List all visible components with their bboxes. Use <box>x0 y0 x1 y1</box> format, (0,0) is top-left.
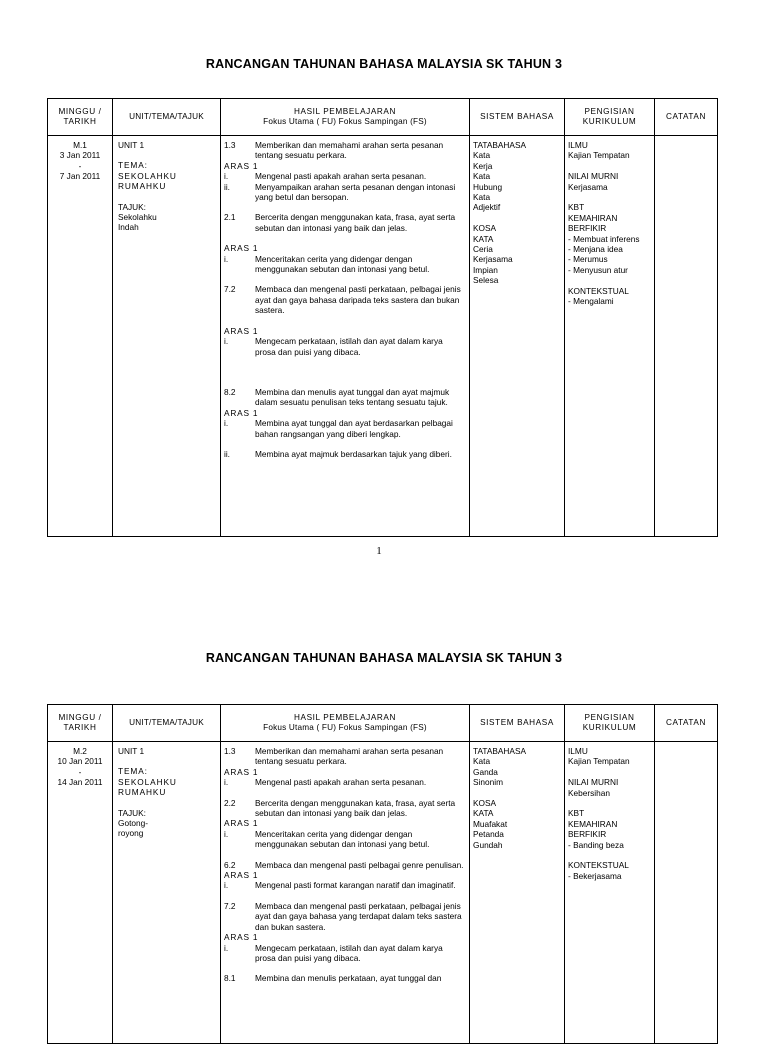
outcome-number: i. <box>224 828 229 839</box>
tajuk-label: TAJUK: <box>118 201 146 212</box>
week-number: M.2 <box>73 746 87 756</box>
outcome-item <box>224 449 465 459</box>
date-to: 7 Jan 2011 <box>59 171 101 182</box>
outcome-item <box>224 171 465 181</box>
aras-label: ARAS 1 <box>224 818 259 829</box>
header-pengisian: PENGISIAN KURIKULUM <box>565 705 655 742</box>
header-hasil-sub: Fokus Utama ( FU) Fokus Sampingan (FS) <box>263 723 427 732</box>
outcome-text: Membaca dan mengenal pasti pelbagai genre penulisan. <box>255 859 464 870</box>
tema-value: SEKOLAHKU RUMAHKU <box>118 170 177 192</box>
outcome-text: Membina dan menulis perkataan, ayat tunggal dan <box>255 973 442 984</box>
outcome-text: Menceritakan cerita yang didengar dengan menggunakan sebutan dan intonasi yang betul. <box>255 253 430 275</box>
cell-unit <box>113 136 221 537</box>
header-hasil-sub: Fokus Utama ( FU) Fokus Sampingan (FS) <box>263 117 427 126</box>
aras-label: ARAS 1 <box>224 932 259 943</box>
outcome-number: i. <box>224 336 229 347</box>
aras-label: ARAS 1 <box>224 766 259 777</box>
outcome-item <box>224 829 465 850</box>
outcome-number: 8.2 <box>224 386 236 397</box>
date-from: 3 Jan 2011 <box>59 150 101 161</box>
outcome-text: Menyampaikan arahan serta pesanan dengan intonasi yang betul dan bersopan. <box>255 181 456 203</box>
outcome-item <box>224 387 465 408</box>
header-pengisian: PENGISIAN KURIKULUM <box>565 99 655 136</box>
outcome-number: 2.1 <box>224 212 236 223</box>
outcome-text: Mengenal pasti apakah arahan serta pesanan. <box>255 777 427 788</box>
aras-label: ARAS 1 <box>224 407 259 418</box>
outcome-text: Mengecam perkataan, istilah dan ayat dalam karya prosa dan puisi yang dibaca. <box>255 336 443 357</box>
tema-value: SEKOLAHKU RUMAHKU <box>118 776 177 798</box>
outcome-number: i. <box>224 253 229 264</box>
outcome-item <box>224 212 465 233</box>
outcome-item <box>224 418 465 439</box>
outcome-text: Membina ayat majmuk berdasarkan tajuk yang diberi. <box>255 448 452 459</box>
outcome-number: i. <box>224 171 229 182</box>
header-unit: UNIT/TEMA/TAJUK <box>113 99 221 136</box>
outcome-item <box>224 254 465 275</box>
header-hasil-title: HASIL PEMBELAJARAN <box>294 713 396 722</box>
outcome-text: Bercerita dengan menggunakan kata, frasa, ayat serta sebutan dan intonasi yang baik dan jelas. <box>255 212 456 233</box>
outcome-list <box>224 746 465 984</box>
outcome-number: 7.2 <box>224 284 236 295</box>
page-title-2: RANCANGAN TAHUNAN BAHASA MALAYSIA SK TAHUN 3 <box>205 651 563 665</box>
outcome-item <box>224 880 465 890</box>
outcome-text: Membaca dan mengenal pasti perkataan, pelbagai jenis ayat dan gaya bahasa yang terdapat dalam teks sastera dan bukan sastera. <box>255 900 462 932</box>
outcome-item <box>224 284 465 315</box>
outcome-item <box>224 140 465 161</box>
outcome-text: Membaca dan mengenal pasti perkataan, pelbagai jenis ayat dan gaya bahasa daripada teks sastera dan bukan sastera. <box>255 284 461 316</box>
unit-label: UNIT 1 <box>118 746 145 756</box>
outcome-text: Mengenal pasti format karangan naratif dan imaginatif. <box>255 880 456 891</box>
outcome-item <box>224 860 465 870</box>
aras-label: ARAS 1 <box>224 160 259 171</box>
cell-catatan <box>655 136 718 537</box>
cell-sistem: TATABAHASA Kata Ganda Sinonim KOSA KATA Muafakat Petanda Gundah <box>470 742 565 1044</box>
outcome-number: ii. <box>224 181 230 192</box>
tema-label: TEMA: <box>118 766 148 777</box>
outcome-item <box>224 901 465 932</box>
outcome-number: 2.2 <box>224 797 236 808</box>
cell-pengisian: ILMU Kajian Tempatan NILAI MURNI Kerjasama KBT KEMAHIRAN BERFIKIR - Membuat inferens - Menjana idea - Merumus - Menyusun atur KONTEKSTUAL - Mengalami <box>565 136 655 537</box>
table-header-row <box>48 705 718 742</box>
date-to: 14 Jan 2011 <box>57 777 103 788</box>
aras-label: ARAS 1 <box>224 870 259 881</box>
outcome-number: i. <box>224 418 229 429</box>
header-sistem: SISTEM BAHASA <box>470 99 565 136</box>
outcome-number: ii. <box>224 448 230 459</box>
outcome-text: Memberikan dan memahami arahan serta pesanan tentang sesuatu perkara. <box>255 746 444 767</box>
outcome-number: 1.3 <box>224 140 236 150</box>
page-number: 1 <box>376 545 382 557</box>
outcome-number: 6.2 <box>224 859 236 870</box>
cell-unit <box>113 742 221 1044</box>
outcome-text: Mengenal pasti apakah arahan serta pesanan. <box>255 171 427 182</box>
outcome-number: 8.1 <box>224 973 236 984</box>
outcome-number: i. <box>224 777 229 788</box>
page-title-1: RANCANGAN TAHUNAN BAHASA MALAYSIA SK TAHUN 3 <box>205 57 563 71</box>
header-hasil-title: HASIL PEMBELAJARAN <box>294 107 396 116</box>
header-unit: UNIT/TEMA/TAJUK <box>113 705 221 742</box>
outcome-list <box>224 140 465 459</box>
outcome-text: Membina dan menulis ayat tunggal dan ayat majmuk dalam sesuatu penulisan teks tentang sesuatu tajuk. <box>255 386 450 408</box>
cell-sistem: TATABAHASA Kata Kerja Kata Hubung Kata Adjektif KOSA KATA Ceria Kerjasama Impian Selesa <box>470 136 565 537</box>
outcome-item <box>224 182 465 203</box>
outcome-item <box>224 943 465 964</box>
header-minggu: MINGGU / TARIKH <box>48 99 113 136</box>
outcome-item <box>224 777 465 787</box>
tajuk-value: Gotong-royong <box>118 818 148 839</box>
header-catatan: CATATAN <box>655 99 718 136</box>
aras-label: ARAS 1 <box>224 325 259 336</box>
tajuk-value: Sekolahku Indah <box>118 212 157 233</box>
tajuk-label: TAJUK: <box>118 807 146 818</box>
table-header-row <box>48 99 718 136</box>
outcome-number: i. <box>224 880 229 891</box>
date-from: 10 Jan 2011 <box>57 756 103 767</box>
cell-minggu <box>48 742 113 1044</box>
aras-label: ARAS 1 <box>224 243 259 254</box>
lesson-plan-table-1 <box>47 98 718 537</box>
cell-hasil <box>221 136 470 537</box>
cell-hasil <box>221 742 470 1044</box>
outcome-text: Mengecam perkataan, istilah dan ayat dalam karya prosa dan puisi yang dibaca. <box>255 942 443 963</box>
outcome-item <box>224 746 465 767</box>
header-catatan: CATATAN <box>655 705 718 742</box>
tema-label: TEMA: <box>118 160 148 171</box>
outcome-item <box>224 973 465 983</box>
unit-label: UNIT 1 <box>118 140 145 150</box>
outcome-text: Menceritakan cerita yang didengar dengan menggunakan sebutan dan intonasi yang betul. <box>255 828 430 850</box>
outcome-text: Bercerita dengan menggunakan kata, frasa, ayat serta sebutan dan intonasi yang baik dan jelas. <box>255 797 456 819</box>
outcome-number: i. <box>224 942 229 953</box>
header-hasil <box>221 705 470 742</box>
outcome-number: 1.3 <box>224 746 236 756</box>
outcome-text: Membina ayat tunggal dan ayat berdasarkan pelbagai bahan rangsangan yang diberi lengkap. <box>255 418 453 439</box>
table-row <box>48 742 718 1044</box>
outcome-text: Memberikan dan memahami arahan serta pesanan tentang sesuatu perkara. <box>255 140 444 161</box>
cell-catatan <box>655 742 718 1044</box>
lesson-plan-table-2 <box>47 704 718 1044</box>
header-hasil <box>221 99 470 136</box>
outcome-item <box>224 336 465 357</box>
week-number: M.1 <box>73 140 87 150</box>
outcome-number: 7.2 <box>224 900 236 911</box>
cell-minggu <box>48 136 113 537</box>
table-row <box>48 136 718 537</box>
cell-pengisian: ILMU Kajian Tempatan NILAI MURNI Kebersihan KBT KEMAHIRAN BERFIKIR - Banding beza KONTEKSTUAL - Bekerjasama <box>565 742 655 1044</box>
date-dash: - <box>78 160 82 171</box>
date-dash: - <box>78 766 82 777</box>
outcome-item <box>224 798 465 819</box>
header-minggu: MINGGU / TARIKH <box>48 705 113 742</box>
header-sistem: SISTEM BAHASA <box>470 705 565 742</box>
